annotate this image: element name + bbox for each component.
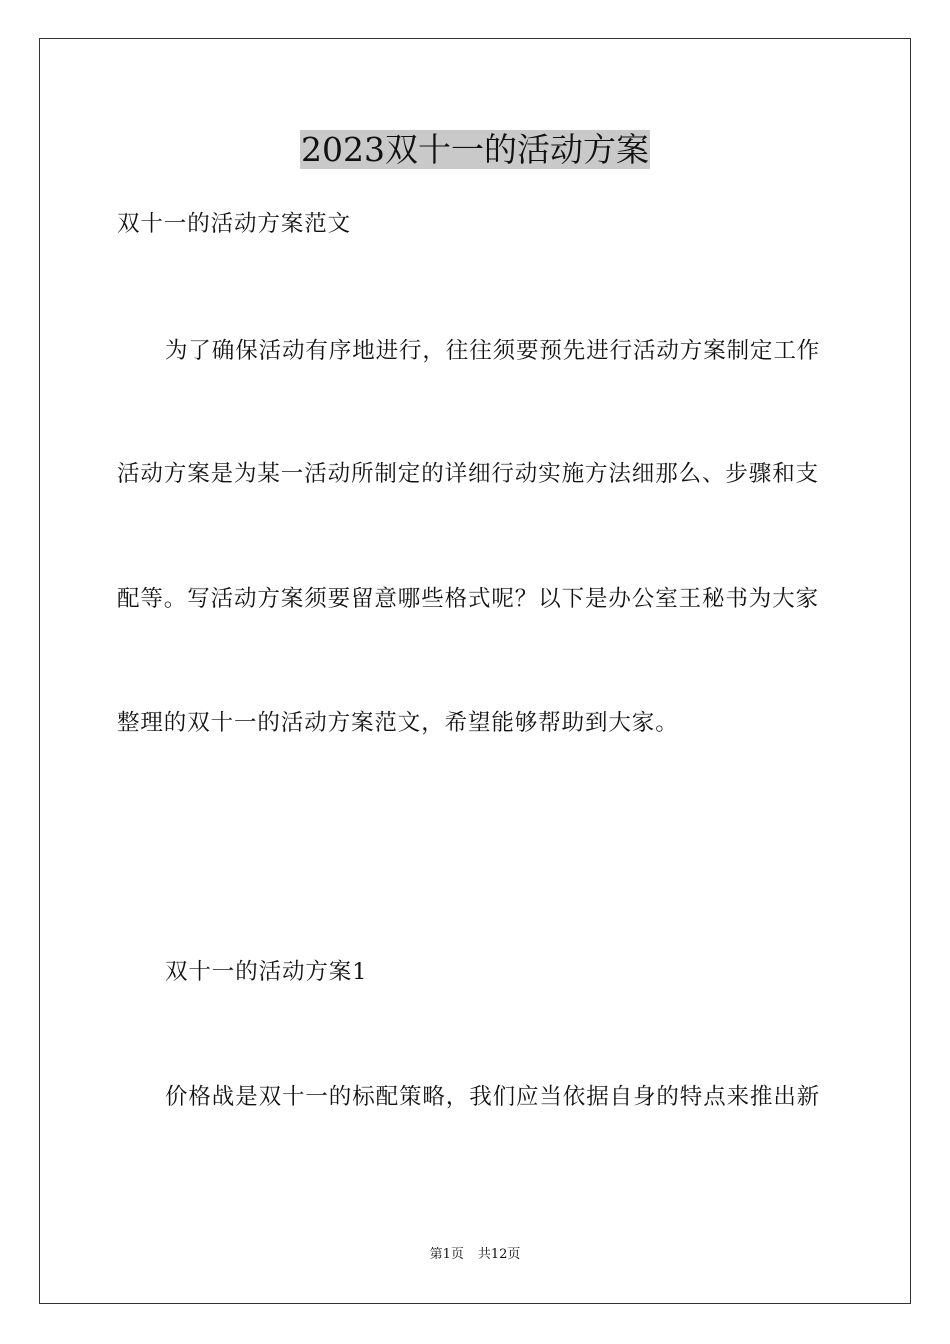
title-text: 2023双十一的活动方案: [301, 130, 649, 169]
page-number: 第1页: [429, 1247, 464, 1262]
section-heading: 双十一的活动方案1: [165, 959, 368, 985]
intro-line-1: 为了确保活动有序地进行，往往须要预先进行活动方案制定工作: [165, 338, 821, 364]
page-footer: [0, 1246, 950, 1264]
document-title: [0, 128, 950, 172]
intro-line-4: 整理的双十一的活动方案范文，希望能够帮助到大家。: [117, 710, 679, 736]
intro-line-2: 活动方案是为某一活动所制定的详细行动实施方法细那么、步骤和支: [117, 461, 820, 487]
intro-line-3: 配等。写活动方案须要留意哪些格式呢？以下是办公室王秘书为大家: [117, 586, 820, 612]
subtitle: 双十一的活动方案范文: [117, 211, 352, 237]
section-line-1: 价格战是双十一的标配策略，我们应当依据自身的特点来推出新: [165, 1084, 821, 1110]
page-total: 共12页: [477, 1247, 521, 1262]
